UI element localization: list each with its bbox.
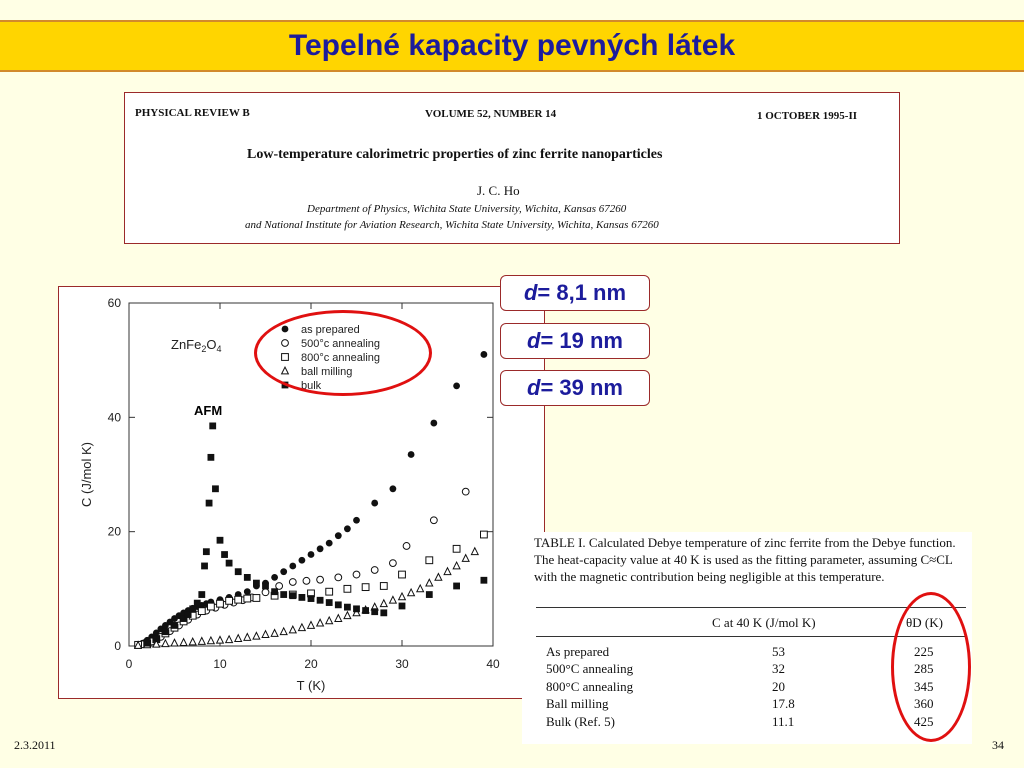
data-point (194, 600, 201, 607)
data-point (403, 543, 410, 550)
data-point (426, 557, 433, 564)
data-point (289, 563, 296, 570)
data-point (299, 624, 306, 631)
paper-journal: PHYSICAL REVIEW B (135, 107, 250, 119)
table-row-theta: 425 (914, 714, 934, 729)
legend-label: 800°c annealing (301, 352, 381, 364)
data-point (353, 605, 360, 612)
data-point (153, 635, 160, 642)
data-point (189, 638, 196, 645)
footer-date: 2.3.2011 (14, 738, 56, 752)
table-row-name: Bulk (Ref. 5) (546, 714, 615, 729)
data-point (399, 571, 406, 578)
data-point (444, 568, 451, 575)
data-point (335, 615, 342, 622)
legend-label: ball milling (301, 366, 353, 378)
data-point (208, 454, 215, 461)
data-point (353, 571, 360, 578)
data-point (417, 585, 424, 592)
data-point (226, 560, 233, 567)
data-point (362, 584, 369, 591)
legend-label: as prepared (301, 324, 360, 336)
data-point (335, 574, 342, 581)
legend-highlight-circle (254, 310, 432, 396)
x-tick-label: 40 (486, 657, 500, 671)
data-point (162, 628, 169, 635)
data-point (271, 574, 278, 581)
size-label-2 (500, 323, 650, 359)
table-rule-top (536, 607, 966, 608)
data-point (380, 583, 387, 590)
data-point (317, 619, 324, 626)
data-point (209, 423, 216, 430)
data-point (308, 551, 315, 558)
data-point (299, 594, 306, 601)
data-point (390, 485, 397, 492)
data-point (198, 608, 205, 615)
data-point (244, 595, 251, 602)
paper-date: 1 OCTOBER 1995-II (757, 110, 858, 122)
data-point (390, 560, 397, 567)
x-tick-label: 30 (395, 657, 409, 671)
data-point (462, 555, 469, 562)
data-point (430, 517, 437, 524)
size-label-3 (500, 370, 650, 406)
data-point (426, 591, 433, 598)
data-point (198, 638, 205, 645)
y-tick-label: 20 (107, 524, 121, 539)
data-point (435, 574, 442, 581)
table-row-theta: 225 (914, 644, 934, 659)
data-point (244, 634, 251, 641)
data-point (244, 588, 251, 595)
data-point (462, 488, 469, 495)
data-point (280, 591, 287, 598)
x-tick-label: 0 (125, 657, 133, 671)
legend-label: bulk (301, 380, 322, 392)
page-number: 34 (992, 738, 1004, 752)
x-axis-label: T (K) (296, 678, 326, 693)
data-point (344, 612, 351, 619)
data-point (280, 568, 287, 575)
table-caption: Calculated Debye temperature of zinc ferrite from the Debye function. The heat-capacity value at 40 K is used as the fitting parameter, assuming C≈CL with the magnetic contribution being negligible at this temperature. (534, 535, 956, 584)
data-point (453, 545, 460, 552)
data-point (162, 640, 169, 647)
y-tick-label: 0 (114, 639, 121, 653)
table-row-c40: 17.8 (772, 696, 795, 711)
size-label-1 (500, 275, 650, 311)
data-point (212, 485, 219, 492)
table-row-c40: 11.1 (772, 714, 795, 729)
y-axis-label: C (J/mol K) (79, 442, 94, 507)
table-row-name: As prepared (546, 644, 610, 659)
x-tick-label: 10 (213, 657, 227, 671)
table-row-name: 500°C annealing (546, 661, 634, 676)
table-row-theta: 360 (914, 696, 934, 711)
data-point (335, 532, 342, 539)
compound-label: $ZnFe_2O_4$ (171, 337, 222, 354)
size-value-1: = 8,1 nm (537, 280, 627, 305)
data-point (326, 617, 333, 624)
data-point (362, 607, 369, 614)
data-point (221, 551, 228, 558)
data-point (326, 540, 333, 547)
table-label: TABLE I. (534, 535, 586, 550)
data-point (426, 579, 433, 586)
data-point (453, 583, 460, 590)
data-point (244, 574, 251, 581)
paper-affiliation-1: Department of Physics, Wichita State University, Wichita, Kansas 67260 (307, 203, 627, 215)
data-point (206, 500, 213, 507)
data-point (203, 548, 210, 555)
data-point (453, 382, 460, 389)
data-point (253, 580, 260, 587)
data-point (308, 622, 315, 629)
theta-highlight-circle (891, 592, 971, 742)
data-point (253, 632, 260, 639)
data-point (289, 592, 296, 599)
size-symbol-2: d (527, 328, 541, 353)
data-point (171, 622, 178, 629)
table-row-c40: 32 (772, 661, 785, 676)
data-point (262, 589, 269, 596)
x-tick-label: 20 (304, 657, 318, 671)
data-point (208, 603, 215, 610)
data-point (226, 597, 233, 604)
paper-volume: VOLUME 52, NUMBER 14 (425, 108, 557, 120)
data-point (481, 531, 488, 538)
table-header-theta: θD (K) (906, 615, 943, 630)
data-point (344, 525, 351, 532)
data-point (371, 500, 378, 507)
paper-title: Low-temperature calorimetric properties of zinc ferrite nanoparticles (247, 147, 663, 162)
data-point (399, 593, 406, 600)
table-row-theta: 285 (914, 661, 934, 676)
data-point (208, 637, 215, 644)
data-point (262, 631, 269, 638)
size-symbol-3: d (527, 375, 541, 400)
data-point (289, 579, 296, 586)
data-point (326, 599, 333, 606)
data-point (144, 640, 151, 647)
size-value-2: = 19 nm (540, 328, 623, 353)
data-point (253, 595, 260, 602)
data-point (217, 636, 224, 643)
size-value-3: = 39 nm (540, 375, 623, 400)
data-point (317, 545, 324, 552)
data-point (271, 588, 278, 595)
data-point (408, 589, 415, 596)
table-row-c40: 53 (772, 644, 785, 659)
data-point (408, 451, 415, 458)
data-point (399, 603, 406, 610)
afm-label: AFM (194, 403, 223, 418)
data-point (235, 635, 242, 642)
data-point (171, 639, 178, 646)
data-point (217, 537, 224, 544)
table-row-theta: 345 (914, 679, 934, 694)
title-bar (0, 20, 1024, 72)
data-point (453, 562, 460, 569)
data-point (335, 601, 342, 608)
data-point (344, 604, 351, 611)
table-row-name: 800°C annealing (546, 679, 634, 694)
data-point (380, 609, 387, 616)
data-point (344, 585, 351, 592)
data-point (201, 563, 208, 570)
data-point (235, 596, 242, 603)
data-point (226, 636, 233, 643)
data-point (217, 600, 224, 607)
table-row-name: Ball milling (546, 696, 609, 711)
data-point (180, 639, 187, 646)
data-point (299, 557, 306, 564)
data-point (481, 351, 488, 358)
data-point (326, 588, 333, 595)
table-header-c40: C at 40 K (J/mol K) (712, 615, 816, 630)
data-point (481, 577, 488, 584)
data-point (390, 596, 397, 603)
y-tick-label: 40 (107, 410, 121, 425)
paper-affiliation-2: and National Institute for Aviation Research, Wichita State University, Wichita, Kansas 67260 (245, 219, 659, 231)
data-point (303, 577, 310, 584)
data-point (235, 568, 242, 575)
data-point (289, 626, 296, 633)
data-point (353, 517, 360, 524)
table-row-c40: 20 (772, 679, 785, 694)
data-point (317, 597, 324, 604)
data-point (308, 595, 315, 602)
data-point (371, 567, 378, 574)
slide-title: Tepelné kapacity pevných látek (288, 29, 736, 62)
data-point (380, 600, 387, 607)
size-symbol-1: d (523, 280, 538, 305)
data-point (280, 628, 287, 635)
data-point (371, 608, 378, 615)
table-caption-block (534, 534, 964, 585)
data-point (262, 583, 269, 590)
data-point (317, 576, 324, 583)
y-tick-label: 60 (107, 296, 121, 310)
data-point (471, 548, 478, 555)
data-point (430, 420, 437, 427)
legend-label: 500°c annealing (301, 338, 381, 350)
paper-header (124, 92, 900, 244)
data-point (271, 630, 278, 637)
data-point (198, 591, 205, 598)
paper-author: J. C. Ho (477, 183, 520, 198)
